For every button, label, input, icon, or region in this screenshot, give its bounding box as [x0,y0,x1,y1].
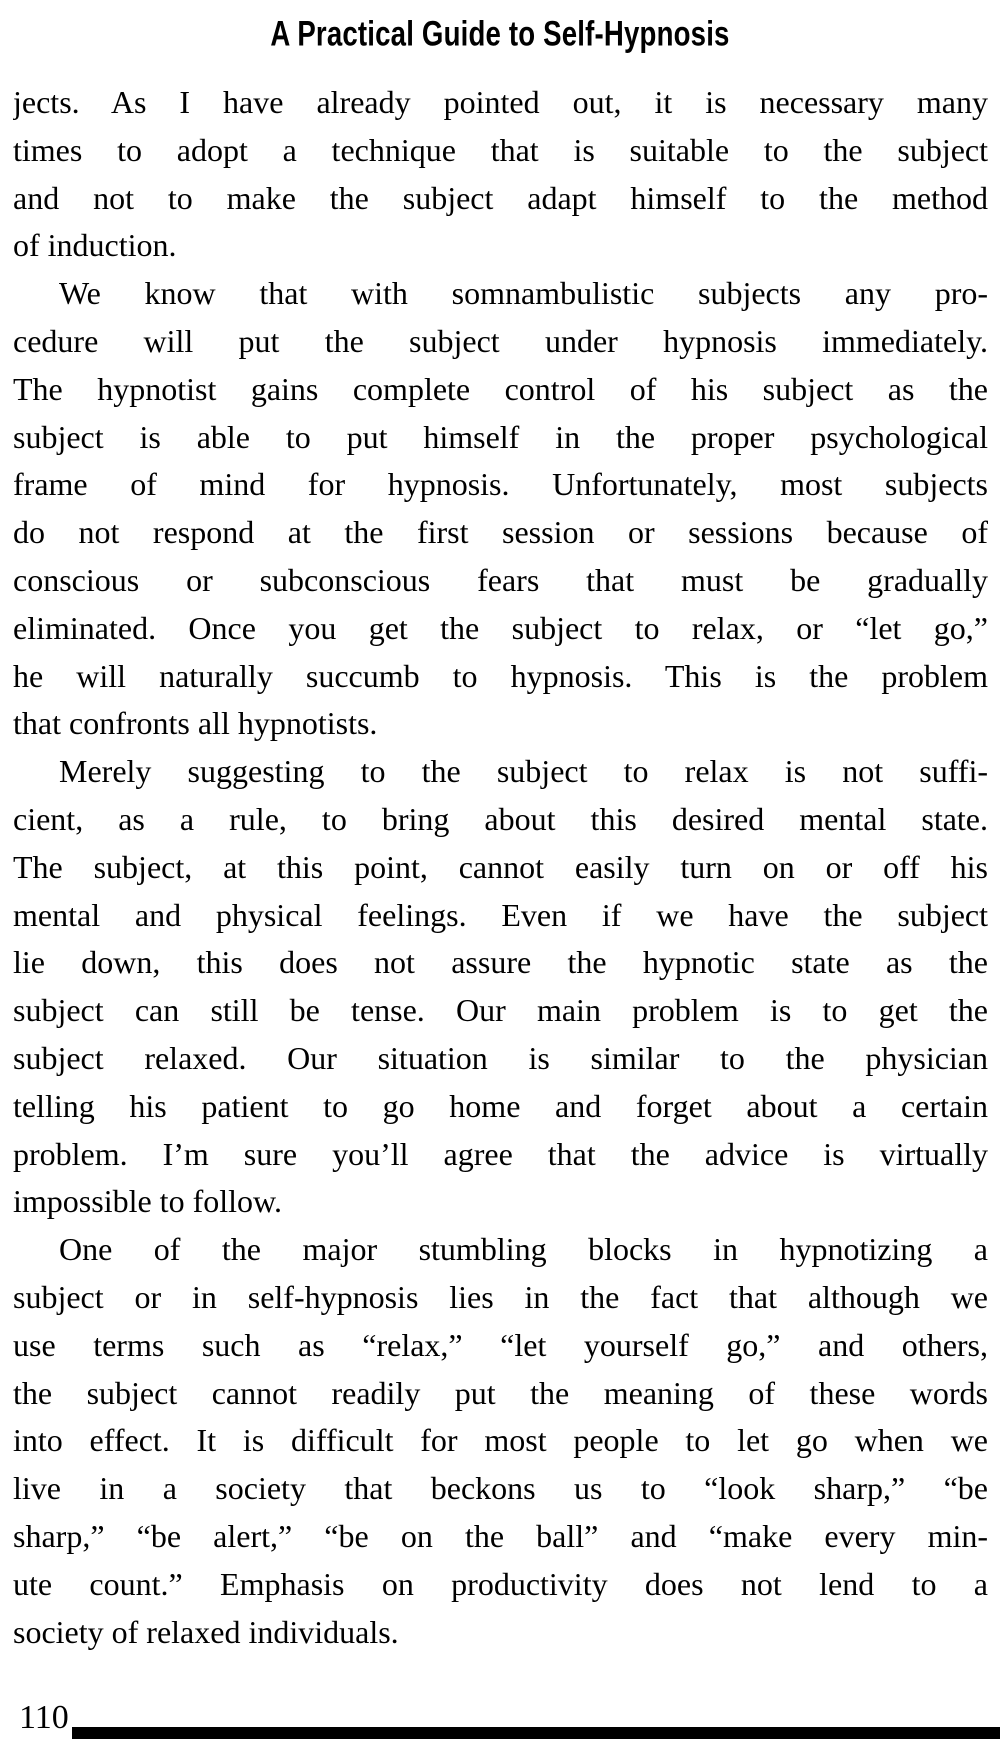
text-line: The subject, at this point, cannot easily turn on or off his [13,848,988,885]
text-line: We know that with somnambulistic subjects any pro- [59,275,988,312]
text-line: subject relaxed. Our situation is similar to the physician [13,1039,988,1076]
text-line: eliminated. Once you get the subject to relax, or “let go,” [13,609,988,646]
text-line: conscious or subconscious fears that must be gradually [13,561,988,598]
text-line: into effect. It is difficult for most people to let go when we [13,1422,988,1459]
text-line: and not to make the subject adapt himself to the method [13,179,988,216]
text-line: subject is able to put himself in the proper psychological [13,418,988,455]
page-number: 110 [19,1699,69,1736]
text-line: lie down, this does not assure the hypnotic state as the [13,944,988,981]
text-line: cedure will put the subject under hypnosis immediately. [13,322,988,359]
text-line: he will naturally succumb to hypnosis. This is the problem [13,657,988,694]
text-line: jects. As I have already pointed out, it is necessary many [13,84,988,120]
text-line: sharp,” “be alert,” “be on the ball” and “make every min- [13,1517,988,1554]
text-line: The hypnotist gains complete control of his subject as the [13,370,988,407]
text-line: subject or in self-hypnosis lies in the fact that although we [13,1278,988,1315]
text-line: the subject cannot readily put the meaning of these words [13,1374,988,1411]
text-line: Merely suggesting to the subject to relax is not suffi- [59,753,988,790]
text-line: impossible to follow. [13,1183,283,1220]
running-head: A Practical Guide to Self-Hypnosis [270,15,730,54]
text-line: do not respond at the first session or sessions because of [13,514,988,551]
text-line: use terms such as “relax,” “let yourself go,” and others, [13,1326,988,1363]
text-line: of induction. [13,227,177,264]
text-line: One of the major stumbling blocks in hypnotizing a [59,1231,988,1268]
text-line: cient, as a rule, to bring about this desired mental state. [13,800,988,837]
text-line: society of relaxed individuals. [13,1613,399,1650]
text-line: frame of mind for hypnosis. Unfortunately, most subjects [13,466,988,503]
text-line: subject can still be tense. Our main problem is to get the [13,992,988,1029]
text-line: live in a society that beckons us to “look sharp,” “be [13,1470,988,1507]
body-text [13,79,988,1656]
text-line: problem. I’m sure you’ll agree that the advice is virtually [13,1135,988,1172]
text-line: ute count.” Emphasis on productivity does not lend to a [13,1565,988,1602]
text-line: times to adopt a technique that is suitable to the subject [13,131,988,168]
text-line: that confronts all hypnotists. [13,705,378,742]
scan-edge-artifact [72,1727,1000,1739]
text-line: telling his patient to go home and forget about a certain [13,1087,988,1124]
text-line: mental and physical feelings. Even if we have the subject [13,896,988,933]
